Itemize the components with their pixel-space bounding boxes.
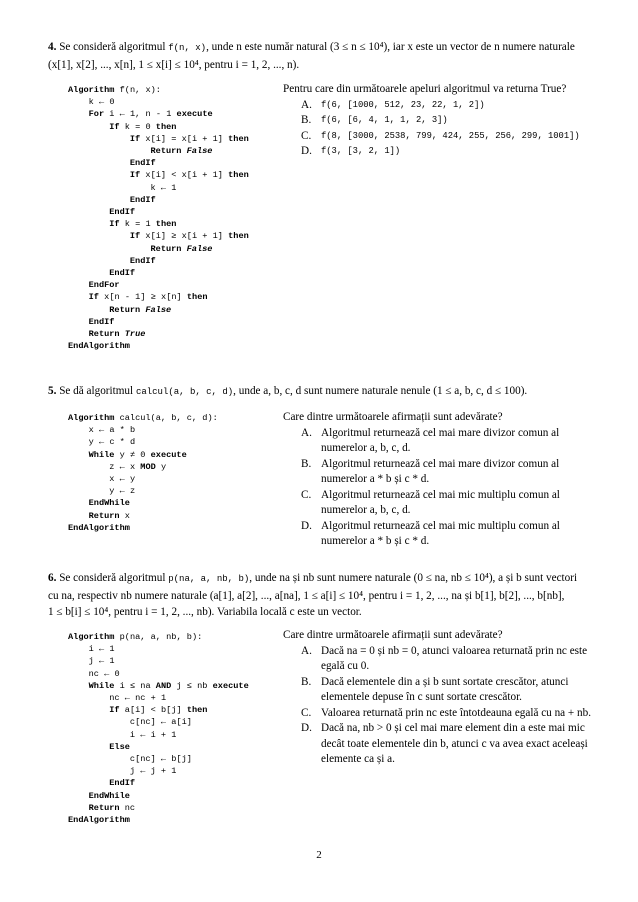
q4-option-a[interactable]: [301, 98, 593, 114]
code-line: k ← 1: [150, 182, 177, 193]
q5-option-d[interactable]: [301, 519, 593, 550]
code-line: EndIf: [109, 268, 136, 279]
code-line: EndWhile: [88, 790, 130, 801]
code-line: Return False: [150, 146, 213, 157]
option-letter: A.: [301, 644, 312, 657]
q4-question: Pentru care din următoarele apeluri algoritmul va returna True?: [283, 83, 567, 95]
option-text: Dacă na = 0 și nb = 0, atunci valoarea returnată prin nc este egală cu 0.: [321, 644, 588, 672]
code-line: y ← c * d: [88, 437, 136, 448]
q5-signature: calcul(a, b, c, d): [135, 387, 234, 397]
code-line: Return False: [109, 304, 172, 315]
option-text: f(3, [3, 2, 1]): [321, 146, 401, 156]
code-line: If x[n - 1] ≥ x[n] then: [88, 292, 208, 303]
q6-code-block: [68, 631, 249, 826]
option-text: f(8, [3000, 2538, 799, 424, 255, 256, 299, 1001]): [321, 130, 580, 141]
q6-question: Care dintre următoarele afirmații sunt adevărate?: [283, 629, 503, 641]
option-text: f(6, [1000, 512, 23, 22, 1, 2]): [321, 99, 485, 110]
q6-option-c[interactable]: [301, 706, 593, 722]
q4-option-b[interactable]: [301, 113, 593, 129]
code-line: Algorithm f(n, x):: [68, 85, 161, 95]
option-letter: D.: [301, 722, 312, 734]
q6-intro-b: , unde na și nb sunt numere naturale (0 ≤ na, nb ≤ 10⁴), a și b sunt vectori: [249, 572, 578, 584]
code-line: c[nc] ← a[i]: [129, 717, 192, 728]
q5-intro-a: Se dă algoritmul: [59, 385, 136, 397]
q4-intro-b: , unde n este număr natural (3 ≤ n ≤ 10⁴), iar x este un vector de n numere naturale: [206, 41, 575, 53]
option-letter: B.: [301, 675, 312, 688]
code-line: EndIf: [109, 778, 136, 789]
q5-question: Care dintre următoarele afirmații sunt adevărate?: [283, 411, 503, 423]
code-line: i ← 1: [88, 644, 115, 655]
q5-option-c[interactable]: [301, 488, 593, 519]
option-text: Dacă elementele din a și b sunt sortate crescător, atunci elementele depuse în c sunt sortate crescător.: [321, 675, 569, 703]
code-line: EndIf: [109, 207, 136, 218]
code-line: EndAlgorithm: [68, 522, 130, 533]
q4-intro-c: (x[1], x[2], ..., x[n], 1 ≤ x[i] ≤ 10⁴, pentru i = 1, 2, ..., n).: [48, 58, 300, 71]
q4-number: 4.: [48, 41, 57, 53]
q6-intro-d: 1 ≤ b[i] ≤ 10⁴, pentru i = 1, 2, ..., nb). Variabila locală c este un vector.: [48, 606, 362, 618]
option-letter: B.: [301, 114, 312, 126]
q6-option-b[interactable]: [301, 675, 593, 706]
code-line: EndFor: [88, 280, 120, 291]
q4-option-c[interactable]: [301, 129, 593, 145]
option-text: Algoritmul returnează cel mai mic multiplu comun al numerelor a, b, c, d.: [321, 488, 560, 516]
code-line: EndAlgorithm: [68, 341, 130, 352]
code-line: Return nc: [88, 802, 136, 813]
q6-statement: [48, 570, 593, 621]
q4-option-d[interactable]: [301, 144, 593, 160]
option-letter: C.: [301, 706, 312, 719]
option-letter: C.: [301, 488, 312, 501]
code-line: z ← x MOD y: [109, 461, 167, 472]
q5-option-b[interactable]: [301, 457, 593, 488]
code-line: If x[i] < x[i + 1] then: [129, 170, 249, 181]
q5-number: 5.: [48, 385, 57, 397]
q6-intro-a: Se consideră algoritmul: [59, 572, 169, 584]
code-line: EndWhile: [88, 498, 130, 509]
code-line: EndIf: [129, 194, 156, 205]
q4-answers: [283, 82, 593, 160]
code-line: x ← a * b: [88, 425, 136, 436]
code-line: If x[i] = x[i + 1] then: [129, 133, 249, 144]
code-line: If k = 0 then: [109, 121, 177, 132]
q5-answers: [283, 410, 593, 550]
code-line: Return True: [88, 329, 146, 340]
q5-intro-b: , unde a, b, c, d sunt numere naturale nenule (1 ≤ a, b, c, d ≤ 100).: [233, 385, 528, 397]
q4-signature: f(n, x): [168, 43, 207, 53]
option-letter: A.: [301, 98, 312, 111]
option-text: Dacă na, nb > 0 și cel mai mare element din a este mai mic decât toate elementele din b, atunci c va avea exact aceleași elemente ca și a.: [321, 722, 588, 765]
page-number: 2: [316, 849, 322, 861]
code-line: nc ← 0: [88, 668, 120, 679]
option-letter: A.: [301, 426, 312, 439]
code-line: If a[i] < b[j] then: [109, 705, 208, 716]
code-line: EndIf: [129, 158, 156, 169]
q5-statement: [48, 383, 593, 401]
code-line: EndAlgorithm: [68, 815, 130, 826]
code-line: Return False: [150, 243, 213, 254]
option-letter: C.: [301, 129, 312, 142]
code-line: nc ← nc + 1: [109, 693, 167, 704]
code-line: While i ≤ na AND j ≤ nb execute: [88, 680, 249, 691]
code-line: While y ≠ 0 execute: [88, 449, 187, 460]
option-letter: B.: [301, 457, 312, 470]
code-line: c[nc] ← b[j]: [129, 754, 192, 765]
code-line: Algorithm p(na, a, nb, b):: [68, 632, 203, 642]
option-text: Algoritmul returnează cel mai mic multiplu comun al numerelor a * b și c * d.: [321, 519, 560, 547]
code-line: EndIf: [88, 316, 115, 327]
option-text: Valoarea returnată prin nc este întotdeauna egală cu na + nb.: [321, 706, 592, 719]
q6-option-a[interactable]: [301, 644, 593, 675]
code-line: j ← 1: [88, 656, 115, 667]
code-line: Else: [109, 741, 130, 752]
option-letter: D.: [301, 145, 312, 157]
q6-answers: [283, 628, 593, 768]
option-text: Algoritmul returnează cel mai mare divizor comun al numerelor a * b și c * d.: [321, 457, 560, 485]
code-line: If x[i] ≥ x[i + 1] then: [129, 231, 249, 242]
option-letter: D.: [301, 519, 312, 532]
q6-option-d[interactable]: [301, 721, 593, 768]
q4-statement: [48, 39, 593, 73]
code-line: Return x: [88, 510, 130, 521]
q6-intro-c: cu na, respectiv nb numere naturale (a[1], a[2], ..., a[na], 1 ≤ a[i] ≤ 10⁴, pentru i = 1, 2, ..., na și b[1], b[2], ..., b[nb],: [48, 589, 565, 602]
code-line: y ← z: [109, 486, 136, 497]
code-line: Algorithm calcul(a, b, c, d):: [68, 413, 218, 423]
q6-number: 6.: [48, 572, 57, 584]
q6-signature: p(na, a, nb, b): [168, 574, 250, 584]
q5-code-block: [68, 412, 218, 534]
option-text: Algoritmul returnează cel mai mare divizor comun al numerelor a, b, c, d.: [321, 426, 560, 454]
code-line: x ← y: [109, 474, 136, 485]
code-line: i ← i + 1: [129, 729, 177, 740]
q4-intro-a: Se consideră algoritmul: [59, 41, 169, 53]
code-line: For i ← 1, n - 1 execute: [88, 109, 213, 120]
code-line: EndIf: [129, 255, 156, 266]
q4-code-block: [68, 84, 249, 352]
code-line: If k = 1 then: [109, 219, 177, 230]
code-line: k ← 0: [88, 97, 115, 108]
option-text: f(6, [6, 4, 1, 1, 2, 3]): [321, 115, 448, 125]
code-line: j ← j + 1: [129, 766, 177, 777]
q5-option-a[interactable]: [301, 426, 593, 457]
